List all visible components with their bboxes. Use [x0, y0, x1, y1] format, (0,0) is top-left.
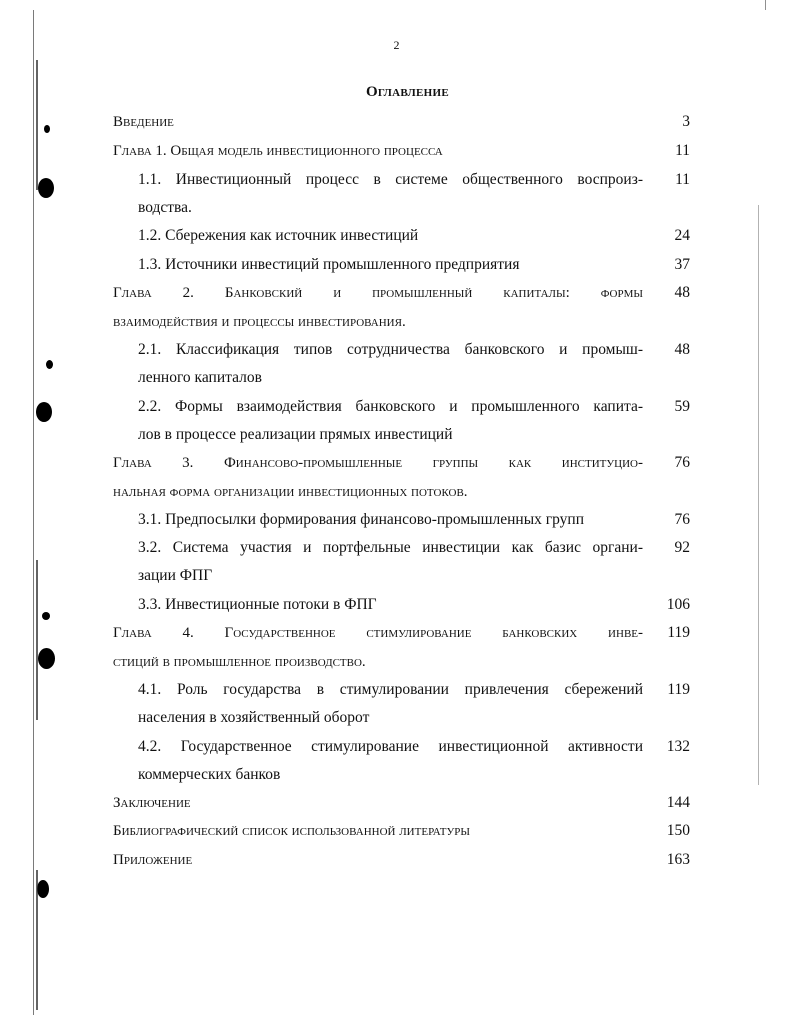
toc-entry-text: 1.3. Источники инвестиций промышленного предприятия [138, 256, 520, 273]
toc-entry-page: 92 [674, 539, 690, 556]
toc-entry-text: Глава 2. Банковский и промышленный капиталы: формы [113, 285, 643, 301]
toc-entry-text-continued: стиций в промышленное производство. [113, 654, 366, 670]
toc-entry-page: 48 [674, 284, 690, 301]
toc-entry-page: 59 [674, 398, 690, 415]
toc-entry-text: 3.3. Инвестиционные потоки в ФПГ [138, 596, 377, 613]
toc-entry-text-continued: водства. [138, 199, 192, 216]
toc-entry-text: 2.2. Формы взаимодействия банковского и промышленного капита- [138, 398, 643, 415]
toc-entry-text: Приложение [113, 852, 193, 868]
toc-entry-page: 132 [666, 738, 690, 755]
toc-entry-page: 150 [666, 822, 690, 839]
toc-entry-text: 4.1. Роль государства в стимулировании привлечения сбережений [138, 681, 643, 698]
toc-entry-text-continued: взаимодействия и процессы инвестирования. [113, 314, 406, 330]
toc-entry-text-continued: населения в хозяйственный оборот [138, 709, 370, 726]
toc-entry-page: 119 [667, 624, 690, 641]
toc-entry-text: Введение [113, 114, 174, 130]
toc-entry-page: 11 [675, 171, 690, 188]
toc-entry-text: 1.2. Сбережения как источник инвестиций [138, 227, 419, 244]
toc-entry-page: 11 [675, 142, 690, 159]
toc-entry-text: 3.1. Предпосылки формирования финансово-промышленных групп [138, 511, 584, 528]
toc-entry-page: 163 [666, 851, 690, 868]
toc-entry-text: Библиографический список использованной литературы [113, 823, 470, 839]
toc-entry-page: 48 [674, 341, 690, 358]
toc-entry-text-continued: ленного капиталов [138, 369, 262, 386]
toc-entry-page: 144 [666, 794, 690, 811]
toc-entry-page: 37 [674, 256, 690, 273]
toc-entry-text: Глава 4. Государственное стимулирование банковских инве- [113, 625, 643, 641]
toc-entry-page: 76 [674, 511, 690, 528]
toc-entry-page: 24 [674, 227, 690, 244]
toc-entry-page: 106 [666, 596, 690, 613]
toc-title: Оглавление [365, 84, 450, 100]
toc-entry-page: 76 [674, 454, 690, 471]
toc-entry-text: 3.2. Система участия и портфельные инвестиции как базис органи- [138, 539, 643, 556]
toc-entry-text-continued: зации ФПГ [138, 567, 213, 584]
toc-entry-text-continued: лов в процессе реализации прямых инвестиций [138, 426, 453, 443]
toc-entry-text-continued: нальная форма организации инвестиционных потоков. [113, 484, 468, 500]
toc-entry-text: Заключение [113, 795, 191, 811]
toc-entry-text: 4.2. Государственное стимулирование инвестиционной активности [138, 738, 643, 755]
toc-entry-page: 3 [682, 113, 690, 130]
toc-entry-page: 119 [667, 681, 690, 698]
toc-entry-text: 2.1. Классификация типов сотрудничества банковского и промыш- [138, 341, 643, 358]
page-number: 2 [393, 38, 400, 52]
toc-entry-text: 1.1. Инвестиционный процесс в системе общественного воспроиз- [138, 171, 643, 188]
toc-entry-text-continued: коммерческих банков [138, 766, 281, 783]
toc-entry-text: Глава 1. Общая модель инвестиционного процесса [113, 143, 443, 159]
toc-entry-text: Глава 3. Финансово-промышленные группы как институцио- [113, 455, 643, 471]
